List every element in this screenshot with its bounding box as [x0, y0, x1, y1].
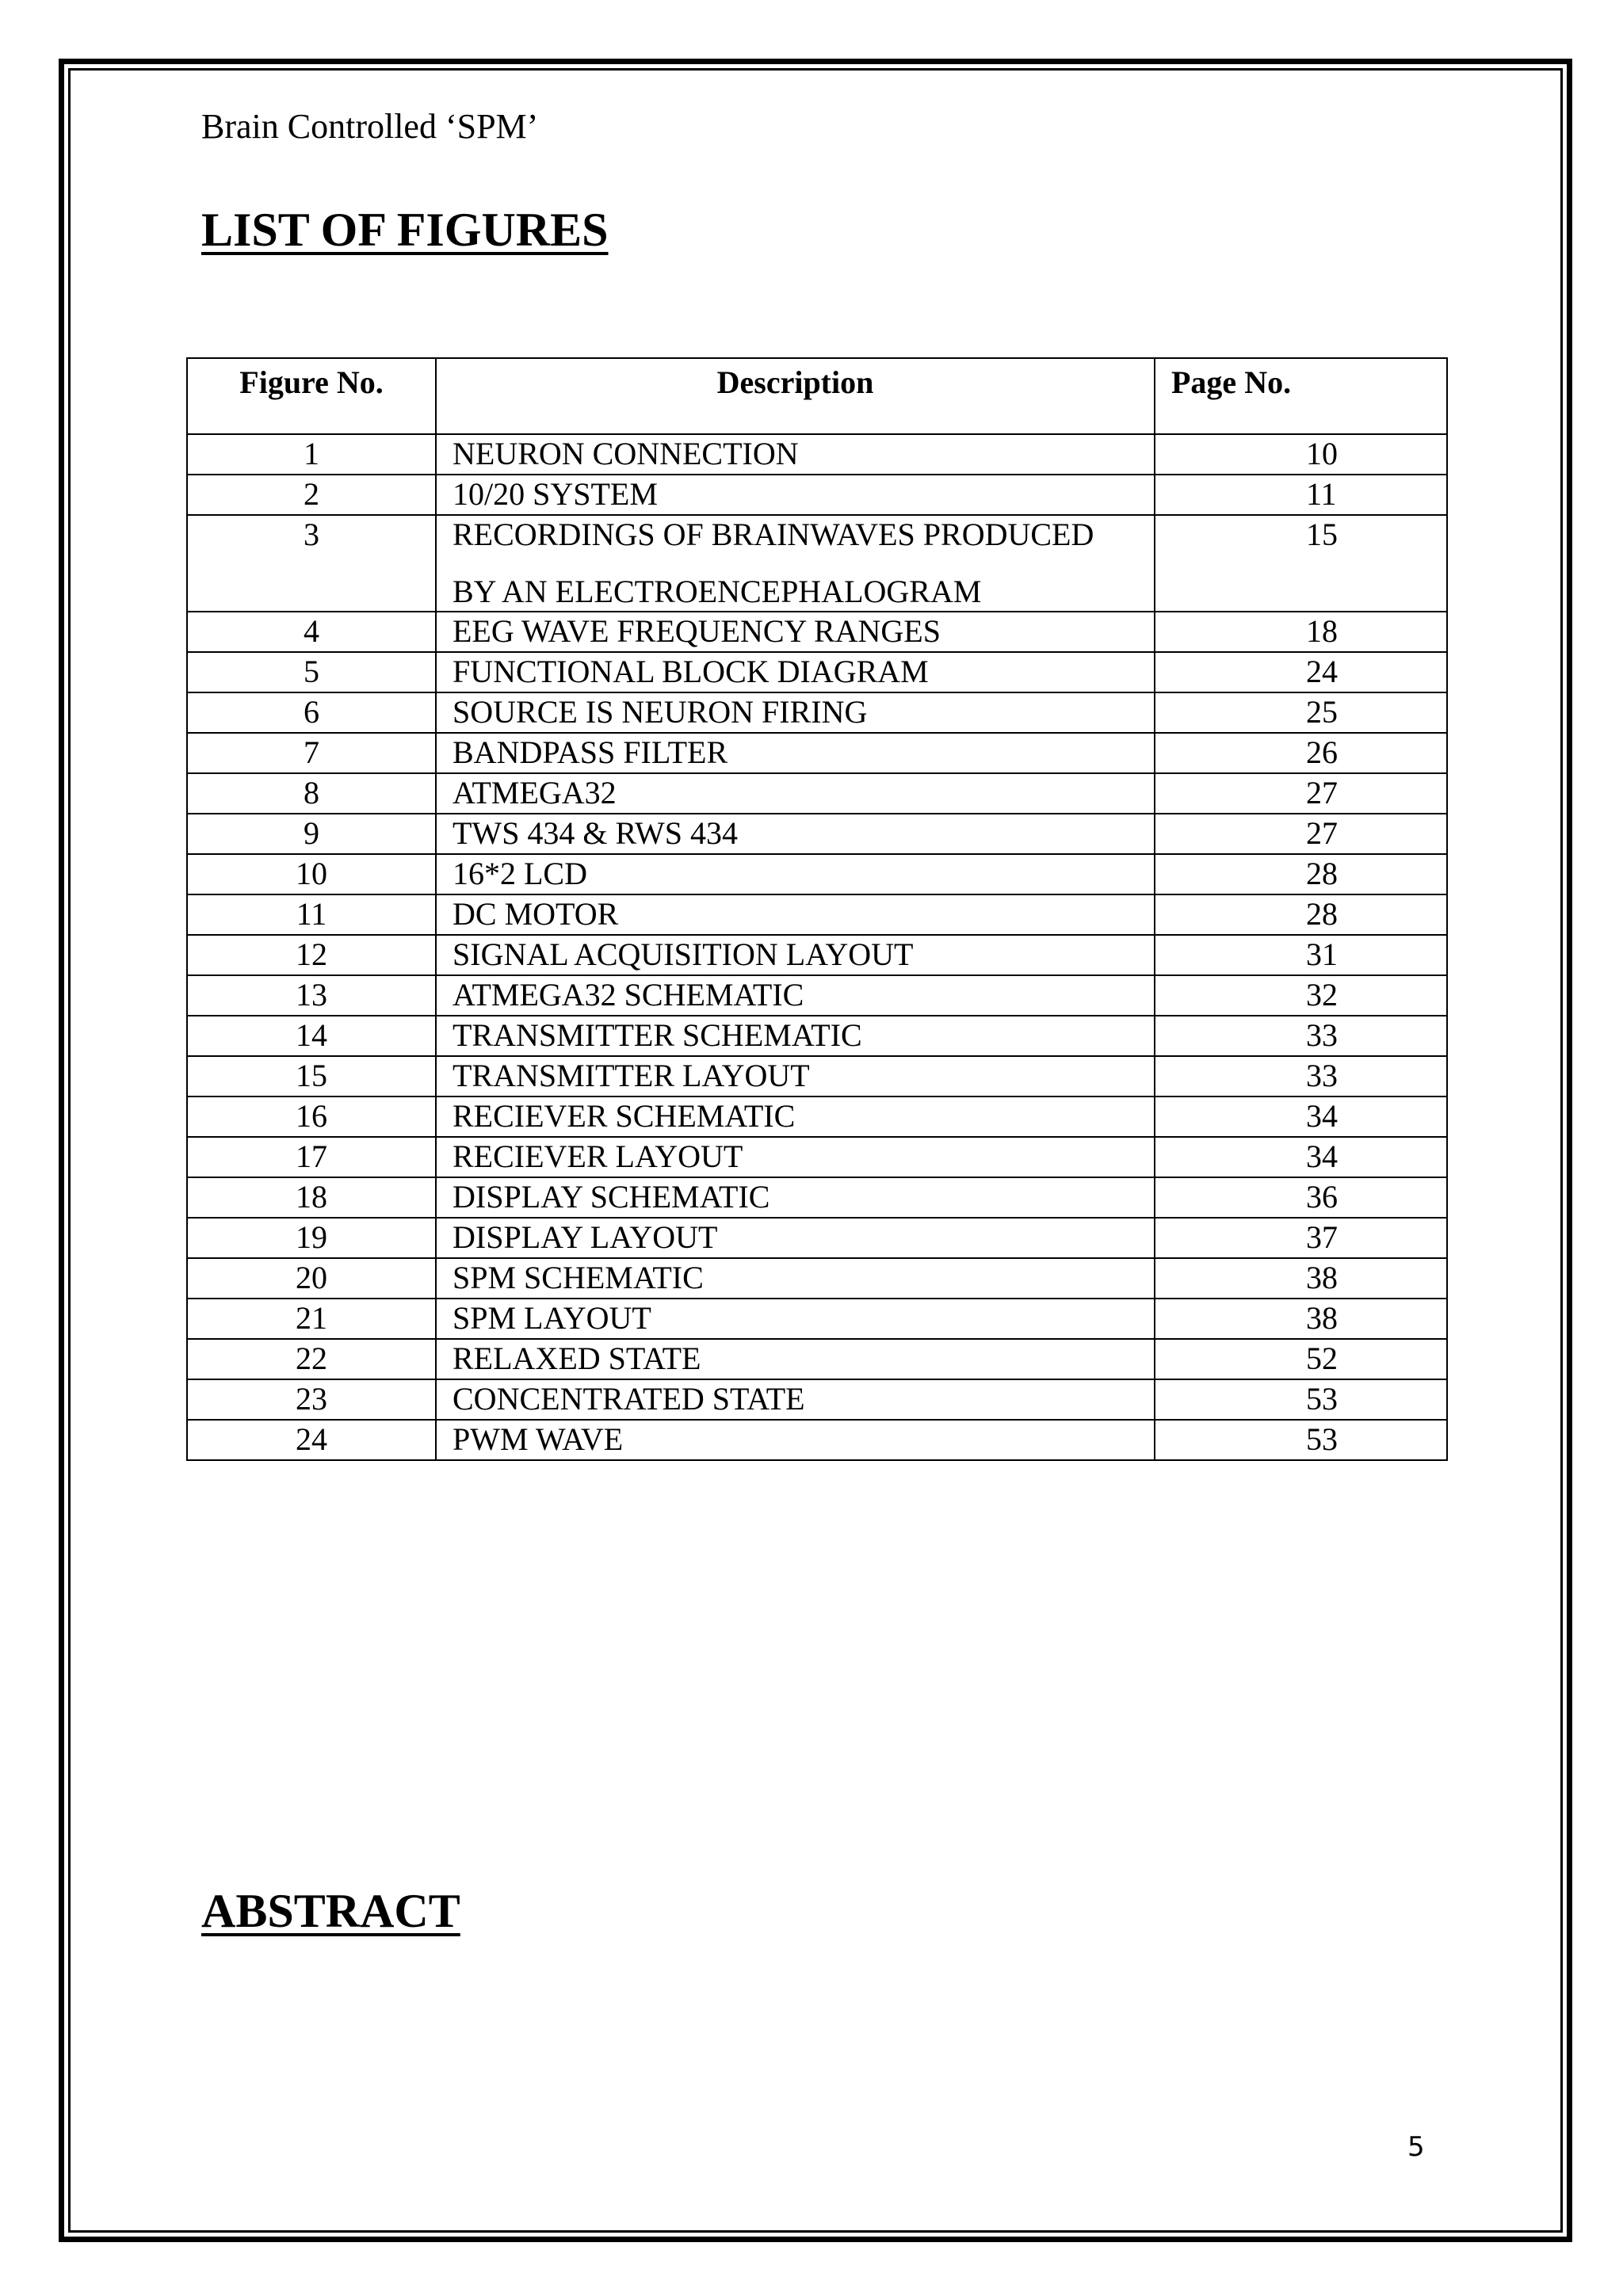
figure-description-text: DISPLAY SCHEMATIC [453, 1179, 770, 1215]
figure-number-cell: 11 [187, 894, 436, 935]
figure-description-text: TWS 434 & RWS 434 [453, 815, 739, 851]
figure-page-cell: 15 [1155, 515, 1447, 612]
table-row [187, 692, 1447, 733]
figure-number-cell: 13 [187, 975, 436, 1016]
figure-description-cell [436, 1097, 1155, 1137]
table-row [187, 894, 1447, 935]
figure-page-cell: 53 [1155, 1420, 1447, 1460]
figure-description-text: SOURCE IS NEURON FIRING [453, 694, 868, 730]
figure-description-cell [436, 975, 1155, 1016]
table-row [187, 1299, 1447, 1339]
column-header-figure-no: Figure No. [187, 358, 436, 434]
figure-number-cell: 3 [187, 515, 436, 612]
table-row [187, 612, 1447, 652]
figure-description-cell [436, 652, 1155, 692]
figure-description-text: BANDPASS FILTER [453, 734, 728, 770]
figure-description-cell [436, 1177, 1155, 1218]
figure-page-cell: 28 [1155, 894, 1447, 935]
figure-description-cell [436, 814, 1155, 854]
table-row [187, 475, 1447, 515]
figure-number-cell: 14 [187, 1016, 436, 1056]
table-row [187, 1258, 1447, 1299]
figure-number-cell: 15 [187, 1056, 436, 1097]
figure-description-text: DISPLAY LAYOUT [453, 1219, 718, 1255]
table-row [187, 1339, 1447, 1379]
page-number: 5 [1407, 2131, 1425, 2163]
figure-description-cell [436, 1420, 1155, 1460]
figure-page-cell: 27 [1155, 814, 1447, 854]
figure-description-text: EEG WAVE FREQUENCY RANGES [453, 613, 941, 649]
figure-description-cell [436, 935, 1155, 975]
figure-description-text: RECIEVER LAYOUT [453, 1138, 743, 1174]
figure-description-cell [436, 894, 1155, 935]
figure-page-cell: 34 [1155, 1097, 1447, 1137]
figure-description-cell [436, 1258, 1155, 1299]
table-header-row [187, 358, 1447, 434]
figure-number-cell: 16 [187, 1097, 436, 1137]
table-row [187, 773, 1447, 814]
figure-description-cell [436, 692, 1155, 733]
figure-number-cell: 6 [187, 692, 436, 733]
figure-number-cell: 4 [187, 612, 436, 652]
figure-description-text: ATMEGA32 SCHEMATIC [453, 977, 804, 1013]
figure-number-cell: 20 [187, 1258, 436, 1299]
figure-description-cell [436, 733, 1155, 773]
column-header-page-no: Page No. [1155, 358, 1447, 434]
column-header-description: Description [436, 358, 1155, 434]
figure-number-cell: 12 [187, 935, 436, 975]
figures-table [186, 357, 1448, 1461]
figure-number-cell: 23 [187, 1379, 436, 1420]
figure-page-cell: 33 [1155, 1016, 1447, 1056]
figure-description-text: TRANSMITTER SCHEMATIC [453, 1017, 862, 1053]
figure-number-cell: 7 [187, 733, 436, 773]
figure-number-cell: 19 [187, 1218, 436, 1258]
table-row [187, 854, 1447, 894]
figure-page-cell: 27 [1155, 773, 1447, 814]
figure-description-cell [436, 1339, 1155, 1379]
table-row [187, 1177, 1447, 1218]
figure-page-cell: 11 [1155, 475, 1447, 515]
figure-page-cell: 38 [1155, 1299, 1447, 1339]
figure-description-cell [436, 1218, 1155, 1258]
figure-page-cell: 52 [1155, 1339, 1447, 1379]
figure-description-text-continued: BY AN ELECTROENCEPHALOGRAM [453, 574, 982, 609]
figure-page-cell: 25 [1155, 692, 1447, 733]
figure-description-text: 10/20 SYSTEM [453, 476, 658, 512]
table-row [187, 935, 1447, 975]
table-row [187, 1097, 1447, 1137]
figure-description-cell [436, 773, 1155, 814]
table-row [187, 1379, 1447, 1420]
table-row [187, 1218, 1447, 1258]
table-row [187, 975, 1447, 1016]
figure-description-cell [436, 1137, 1155, 1177]
figure-description-text: 16*2 LCD [453, 856, 587, 891]
table-row [187, 1016, 1447, 1056]
figure-page-cell: 36 [1155, 1177, 1447, 1218]
figure-description-text: NEURON CONNECTION [453, 436, 799, 471]
figure-description-text: SPM LAYOUT [453, 1300, 651, 1336]
table-row [187, 652, 1447, 692]
figure-description-text: TRANSMITTER LAYOUT [453, 1058, 810, 1093]
figure-description-text: FUNCTIONAL BLOCK DIAGRAM [453, 654, 929, 689]
figure-page-cell: 32 [1155, 975, 1447, 1016]
figure-page-cell: 26 [1155, 733, 1447, 773]
figure-description-text: ATMEGA32 [453, 775, 617, 810]
table-row [187, 1420, 1447, 1460]
list-of-figures-heading: LIST OF FIGURES [201, 204, 609, 256]
table-row [187, 515, 1447, 612]
figure-description-cell [436, 475, 1155, 515]
figure-description-text: SPM SCHEMATIC [453, 1260, 704, 1295]
figure-description-cell [436, 854, 1155, 894]
figure-description-text: SIGNAL ACQUISITION LAYOUT [453, 936, 914, 972]
figure-page-cell: 31 [1155, 935, 1447, 975]
figure-description-cell [436, 1016, 1155, 1056]
figure-description-text: RECIEVER SCHEMATIC [453, 1098, 796, 1134]
figure-page-cell: 28 [1155, 854, 1447, 894]
figure-description-cell [436, 1299, 1155, 1339]
figure-description-text: DC MOTOR [453, 896, 619, 932]
figure-page-cell: 34 [1155, 1137, 1447, 1177]
figure-description-cell [436, 515, 1155, 612]
figure-number-cell: 22 [187, 1339, 436, 1379]
figure-description-text: CONCENTRATED STATE [453, 1381, 805, 1417]
table-row [187, 434, 1447, 475]
figure-number-cell: 8 [187, 773, 436, 814]
figures-table-body [187, 434, 1447, 1460]
figure-number-cell: 2 [187, 475, 436, 515]
figure-page-cell: 18 [1155, 612, 1447, 652]
figure-description-text: PWM WAVE [453, 1421, 624, 1457]
abstract-heading: ABSTRACT [201, 1885, 460, 1937]
figure-description-cell [436, 1379, 1155, 1420]
figure-number-cell: 1 [187, 434, 436, 475]
running-header: Brain Controlled ‘SPM’ [201, 107, 539, 146]
figure-description-text: RECORDINGS OF BRAINWAVES PRODUCED [453, 517, 1094, 552]
figure-description-cell [436, 434, 1155, 475]
figure-page-cell: 24 [1155, 652, 1447, 692]
figure-description-cell [436, 1056, 1155, 1097]
table-row [187, 733, 1447, 773]
figure-number-cell: 18 [187, 1177, 436, 1218]
figure-number-cell: 24 [187, 1420, 436, 1460]
figure-description-text: RELAXED STATE [453, 1341, 701, 1376]
figure-number-cell: 10 [187, 854, 436, 894]
figure-number-cell: 17 [187, 1137, 436, 1177]
table-row [187, 1137, 1447, 1177]
figure-description-cell [436, 612, 1155, 652]
figure-number-cell: 21 [187, 1299, 436, 1339]
figure-page-cell: 33 [1155, 1056, 1447, 1097]
table-row [187, 814, 1447, 854]
figure-number-cell: 5 [187, 652, 436, 692]
figure-page-cell: 53 [1155, 1379, 1447, 1420]
figure-number-cell: 9 [187, 814, 436, 854]
table-row [187, 1056, 1447, 1097]
figure-page-cell: 38 [1155, 1258, 1447, 1299]
figure-page-cell: 10 [1155, 434, 1447, 475]
figure-page-cell: 37 [1155, 1218, 1447, 1258]
